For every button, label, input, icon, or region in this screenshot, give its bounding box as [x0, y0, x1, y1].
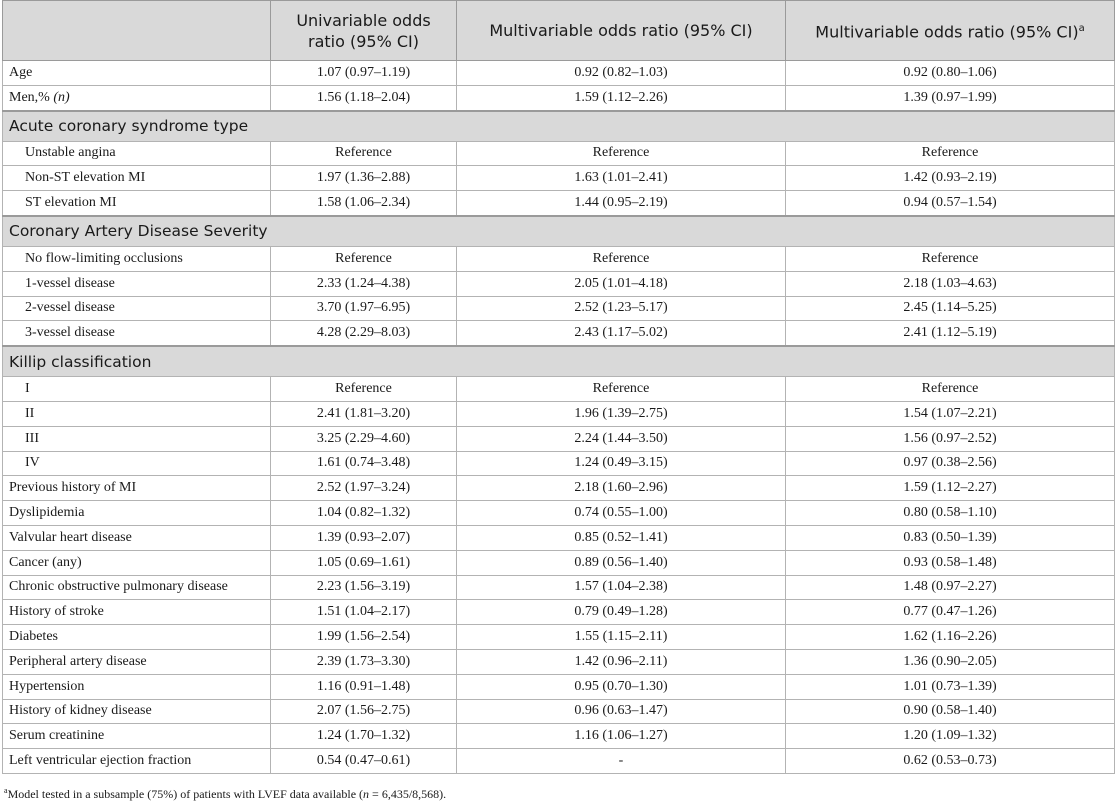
multivariable-or-cell: Reference: [457, 246, 786, 271]
table-row: [3, 271, 1115, 296]
univariable-or-cell: 2.41 (1.81–3.20): [271, 401, 457, 426]
multivariable-or-lvef-cell: 1.48 (0.97–2.27): [786, 575, 1115, 600]
table-row: [3, 141, 1115, 166]
univariable-or-cell: 1.97 (1.36–2.88): [271, 166, 457, 191]
table-row: [3, 674, 1115, 699]
row-label: [3, 377, 271, 402]
multivariable-or-lvef-cell: 0.90 (0.58–1.40): [786, 699, 1115, 724]
row-label: [3, 550, 271, 575]
multivariable-or-cell: 0.95 (0.70–1.30): [457, 674, 786, 699]
univariable-or-cell: 2.39 (1.73–3.30): [271, 649, 457, 674]
multivariable-or-lvef-cell: Reference: [786, 377, 1115, 402]
univariable-or-cell: 1.39 (0.93–2.07): [271, 525, 457, 550]
row-label-text: History of stroke: [9, 604, 104, 620]
header-multivariable-or: Multivariable odds ratio (95% CI): [457, 1, 786, 61]
univariable-or-cell: 3.70 (1.97–6.95): [271, 296, 457, 321]
row-label-text: II: [25, 405, 35, 421]
univariable-or-cell: 1.16 (0.91–1.48): [271, 674, 457, 699]
multivariable-or-cell: 1.57 (1.04–2.38): [457, 575, 786, 600]
row-label-text: Dyslipidemia: [9, 505, 85, 521]
multivariable-or-lvef-cell: 1.20 (1.09–1.32): [786, 724, 1115, 749]
table-row: [3, 600, 1115, 625]
multivariable-or-lvef-cell: 1.39 (0.97–1.99): [786, 85, 1115, 110]
univariable-or-cell: 1.51 (1.04–2.17): [271, 600, 457, 625]
multivariable-or-cell: 1.24 (0.49–3.15): [457, 451, 786, 476]
multivariable-or-cell: 2.43 (1.17–5.02): [457, 321, 786, 346]
odds-ratio-table: [2, 0, 1115, 774]
table-row: [3, 296, 1115, 321]
row-label: [3, 749, 271, 774]
row-label: [3, 321, 271, 346]
row-label: [3, 246, 271, 271]
row-label-text: III: [25, 430, 39, 446]
row-label: [3, 674, 271, 699]
table-row: [3, 451, 1115, 476]
univariable-or-cell: 1.05 (0.69–1.61): [271, 550, 457, 575]
row-label: [3, 61, 271, 86]
multivariable-or-cell: 2.52 (1.23–5.17): [457, 296, 786, 321]
row-label: [3, 501, 271, 526]
row-label: [3, 401, 271, 426]
univariable-or-cell: 1.07 (0.97–1.19): [271, 61, 457, 86]
multivariable-or-cell: 0.92 (0.82–1.03): [457, 61, 786, 86]
row-label-text: Left ventricular ejection fraction: [9, 753, 192, 769]
multivariable-or-lvef-cell: 1.54 (1.07–2.21): [786, 401, 1115, 426]
univariable-or-cell: 2.52 (1.97–3.24): [271, 476, 457, 501]
row-label-text: Diabetes: [9, 629, 58, 645]
table-row: [3, 476, 1115, 501]
univariable-or-cell: 2.33 (1.24–4.38): [271, 271, 457, 296]
row-label-text: No flow-limiting occlusions: [25, 250, 183, 266]
univariable-or-cell: 2.23 (1.56–3.19): [271, 575, 457, 600]
row-label: [3, 451, 271, 476]
multivariable-or-cell: 0.96 (0.63–1.47): [457, 699, 786, 724]
section-heading: Killip classification: [3, 346, 1115, 377]
table-row: [3, 85, 1115, 110]
footnote-n: n: [363, 787, 370, 801]
footnote-marker: a: [1078, 23, 1085, 35]
univariable-or-cell: 1.04 (0.82–1.32): [271, 501, 457, 526]
multivariable-or-lvef-cell: 1.62 (1.16–2.26): [786, 625, 1115, 650]
row-label-text: 3-vessel disease: [25, 325, 115, 341]
section-heading: Acute coronary syndrome type: [3, 111, 1115, 142]
multivariable-or-cell: 1.55 (1.15–2.11): [457, 625, 786, 650]
univariable-or-cell: Reference: [271, 246, 457, 271]
table-row: [3, 550, 1115, 575]
multivariable-or-lvef-cell: 0.93 (0.58–1.48): [786, 550, 1115, 575]
univariable-or-cell: Reference: [271, 377, 457, 402]
footnote-text-before: Model tested in a subsample (75%) of patients with LVEF data available (: [7, 787, 364, 801]
row-label: [3, 141, 271, 166]
row-label: [3, 191, 271, 216]
row-label-text: Valvular heart disease: [9, 529, 132, 545]
multivariable-or-lvef-cell: 0.83 (0.50–1.39): [786, 525, 1115, 550]
section-row: [3, 111, 1115, 142]
table-row: [3, 501, 1115, 526]
table-row: [3, 246, 1115, 271]
multivariable-or-lvef-cell: 0.97 (0.38–2.56): [786, 451, 1115, 476]
section-row: [3, 216, 1115, 247]
row-label-text: Hypertension: [9, 678, 85, 694]
row-label-text: ST elevation MI: [25, 195, 117, 211]
section-row: [3, 346, 1115, 377]
multivariable-or-cell: 0.74 (0.55–1.00): [457, 501, 786, 526]
table-row: [3, 401, 1115, 426]
multivariable-or-cell: 1.42 (0.96–2.11): [457, 649, 786, 674]
row-label-text: Unstable angina: [25, 145, 116, 161]
multivariable-or-cell: 1.63 (1.01–2.41): [457, 166, 786, 191]
row-label-italic: (n): [53, 89, 70, 105]
multivariable-or-lvef-cell: 1.59 (1.12–2.27): [786, 476, 1115, 501]
row-label: [3, 85, 271, 110]
footnote-marker-a: a: [4, 786, 8, 795]
multivariable-or-lvef-cell: 2.45 (1.14–5.25): [786, 296, 1115, 321]
row-label: [3, 271, 271, 296]
multivariable-or-lvef-cell: Reference: [786, 246, 1115, 271]
header-variable: [3, 1, 271, 61]
row-label-text: 1-vessel disease: [25, 275, 115, 291]
row-label-text: Peripheral artery disease: [9, 653, 147, 669]
univariable-or-cell: 1.56 (1.18–2.04): [271, 85, 457, 110]
multivariable-or-lvef-cell: 1.42 (0.93–2.19): [786, 166, 1115, 191]
row-label: [3, 600, 271, 625]
row-label: [3, 625, 271, 650]
header-row: [3, 1, 1115, 61]
table-row: [3, 61, 1115, 86]
row-label: [3, 649, 271, 674]
multivariable-or-cell: Reference: [457, 377, 786, 402]
row-label-text: Age: [9, 64, 33, 80]
table-row: [3, 426, 1115, 451]
header-multivariable-or-lvef-text: Multivariable odds ratio (95% CI): [815, 22, 1079, 42]
multivariable-or-cell: 1.44 (0.95–2.19): [457, 191, 786, 216]
multivariable-or-lvef-cell: 1.01 (0.73–1.39): [786, 674, 1115, 699]
header-univariable-or: Univariable odds ratio (95% CI): [271, 1, 457, 61]
row-label: [3, 426, 271, 451]
footnote-text-after: = 6,435/8,568).: [369, 787, 447, 801]
row-label-text: Chronic obstructive pulmonary disease: [9, 579, 228, 595]
multivariable-or-cell: 1.96 (1.39–2.75): [457, 401, 786, 426]
row-label-text: Non-ST elevation MI: [25, 170, 146, 186]
univariable-or-cell: Reference: [271, 141, 457, 166]
multivariable-or-cell: 2.24 (1.44–3.50): [457, 426, 786, 451]
table-row: [3, 649, 1115, 674]
univariable-or-cell: 1.61 (0.74–3.48): [271, 451, 457, 476]
multivariable-or-cell: 1.59 (1.12–2.26): [457, 85, 786, 110]
row-label-text: IV: [25, 455, 40, 471]
multivariable-or-lvef-cell: 0.77 (0.47–1.26): [786, 600, 1115, 625]
multivariable-or-lvef-cell: 2.41 (1.12–5.19): [786, 321, 1115, 346]
row-label-text: Cancer (any): [9, 554, 82, 570]
row-label-text: Men,%: [9, 89, 54, 105]
multivariable-or-lvef-cell: 0.62 (0.53–0.73): [786, 749, 1115, 774]
row-label: [3, 525, 271, 550]
multivariable-or-cell: 0.85 (0.52–1.41): [457, 525, 786, 550]
multivariable-or-cell: Reference: [457, 141, 786, 166]
multivariable-or-lvef-cell: 1.56 (0.97–2.52): [786, 426, 1115, 451]
table-row: [3, 525, 1115, 550]
multivariable-or-cell: 2.18 (1.60–2.96): [457, 476, 786, 501]
row-label: [3, 699, 271, 724]
section-heading: Coronary Artery Disease Severity: [3, 216, 1115, 247]
univariable-or-cell: 1.58 (1.06–2.34): [271, 191, 457, 216]
row-label: [3, 166, 271, 191]
multivariable-or-cell: -: [457, 749, 786, 774]
table-row: [3, 191, 1115, 216]
table-row: [3, 724, 1115, 749]
multivariable-or-lvef-cell: 2.18 (1.03–4.63): [786, 271, 1115, 296]
multivariable-or-lvef-cell: 1.36 (0.90–2.05): [786, 649, 1115, 674]
footnote: [4, 786, 446, 802]
univariable-or-cell: 0.54 (0.47–0.61): [271, 749, 457, 774]
row-label-text: History of kidney disease: [9, 703, 152, 719]
table-row: [3, 575, 1115, 600]
row-label-text: 2-vessel disease: [25, 300, 115, 316]
row-label-text: I: [25, 381, 30, 397]
multivariable-or-cell: 0.79 (0.49–1.28): [457, 600, 786, 625]
univariable-or-cell: 1.24 (1.70–1.32): [271, 724, 457, 749]
header-multivariable-or-lvef: [786, 1, 1115, 61]
univariable-or-cell: 3.25 (2.29–4.60): [271, 426, 457, 451]
multivariable-or-lvef-cell: Reference: [786, 141, 1115, 166]
table-row: [3, 749, 1115, 774]
multivariable-or-lvef-cell: 0.94 (0.57–1.54): [786, 191, 1115, 216]
table-row: [3, 377, 1115, 402]
table-row: [3, 699, 1115, 724]
multivariable-or-cell: 1.16 (1.06–1.27): [457, 724, 786, 749]
univariable-or-cell: 2.07 (1.56–2.75): [271, 699, 457, 724]
univariable-or-cell: 1.99 (1.56–2.54): [271, 625, 457, 650]
table-body: [3, 61, 1115, 774]
table-row: [3, 166, 1115, 191]
table-row: [3, 625, 1115, 650]
multivariable-or-lvef-cell: 0.92 (0.80–1.06): [786, 61, 1115, 86]
row-label: [3, 575, 271, 600]
row-label: [3, 296, 271, 321]
row-label-text: Serum creatinine: [9, 728, 105, 744]
multivariable-or-cell: 0.89 (0.56–1.40): [457, 550, 786, 575]
row-label: [3, 724, 271, 749]
multivariable-or-lvef-cell: 0.80 (0.58–1.10): [786, 501, 1115, 526]
univariable-or-cell: 4.28 (2.29–8.03): [271, 321, 457, 346]
table-row: [3, 321, 1115, 346]
row-label: [3, 476, 271, 501]
row-label-text: Previous history of MI: [9, 480, 137, 496]
multivariable-or-cell: 2.05 (1.01–4.18): [457, 271, 786, 296]
